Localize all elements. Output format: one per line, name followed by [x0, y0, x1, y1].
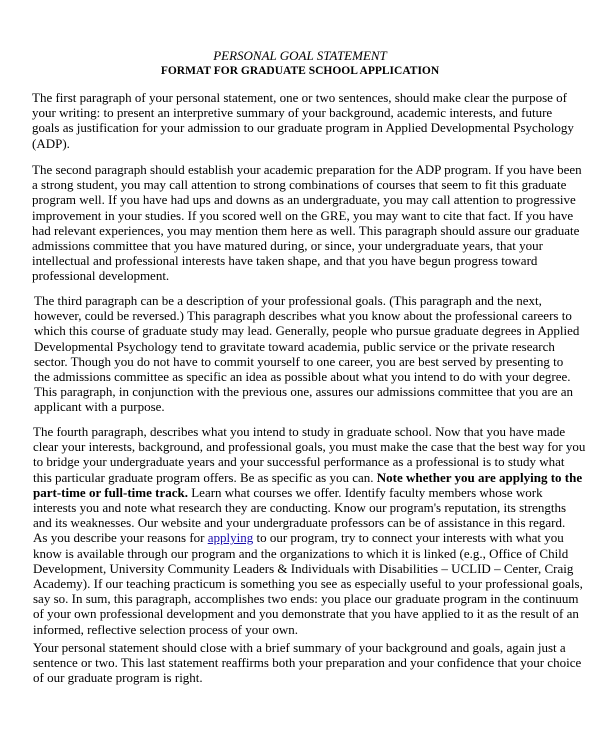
text-line: Developmental Psychology tend to gravitate toward academia, public service or the private research: [34, 338, 555, 354]
text-line: say so. In sum, this paragraph, accomplishes two ends: you place our graduate program in the continuum: [33, 591, 579, 607]
text-line: sentence or two. This last statement reaffirms both your preparation and your confidence that your choice: [33, 655, 582, 671]
text-line: improvement in your studies. If you scored well on the GRE, you may want to cite that fact. If you have: [32, 207, 574, 223]
text-line: professional development.: [32, 268, 170, 284]
text-line: The fourth paragraph, describes what you intend to study in graduate school. Now that you have made: [33, 424, 566, 439]
applying-link[interactable]: applying: [207, 530, 254, 546]
text-line: sector. Though you do not have to commit yourself to one career, you are best served by presenting to: [34, 353, 564, 369]
text-line: [33, 485, 573, 500]
paragraph-purpose: [32, 90, 572, 151]
text-line: informed, reflective selection process of your own.: [33, 621, 298, 637]
text-segment: Learn what courses we offer. Identify faculty members whose work: [187, 484, 543, 500]
text-line: to bridge your undergraduate years and your successful performance as a professional is to study what: [33, 454, 565, 470]
text-line: which this course of graduate study may lead. Generally, people who pursue graduate degrees in Applied: [34, 323, 580, 339]
text-line: Academy). If our teaching practicum is something you see as especially useful to your professional goals,: [33, 576, 583, 592]
text-line: the admissions committee as specific an idea as possible about what you intend to do with your degree.: [34, 369, 571, 385]
paragraph-academic-preparation: [32, 162, 582, 284]
text-line: The third paragraph can be a description of your professional goals. (This paragraph and the next,: [34, 293, 542, 308]
text-line: interests you and note what research they are conducting. Know our program's reputation, its strengths: [33, 500, 567, 516]
text-line: The first paragraph of your personal statement, one or two sentences, should make clear the purpose of: [32, 90, 567, 105]
text-line: admissions committee that you have matured during, or since, your undergraduate years, that your: [32, 238, 543, 254]
document-subtitle: FORMAT FOR GRADUATE SCHOOL APPLICATION: [160, 65, 440, 77]
document-title: PERSONAL GOAL STATEMENT: [213, 48, 387, 63]
text-line: and its weaknesses. Our website and your undergraduate professors can be of assistance in this regard.: [33, 515, 566, 531]
text-line: your writing: to present an interpretive summary of your background, academic interests, and future: [32, 105, 553, 121]
text-line: a strong student, you may call attention to strong combinations of courses that seem to fit this graduate: [32, 177, 567, 193]
text-line: applicant with a purpose.: [34, 399, 165, 415]
text-line: This paragraph, in conjunction with the previous one, assures our admissions committee that you are an: [34, 384, 574, 400]
text-segment: this particular graduate program offers. Be as specific as you can.: [33, 469, 377, 485]
text-line: (ADP).: [32, 135, 70, 151]
text-line: intellectual and professional interests have taken shape, and that you have begun progress toward: [32, 253, 538, 269]
paragraph-closing-summary: [33, 640, 582, 686]
paragraph-professional-goals: [34, 293, 580, 415]
text-line: know is available through our program and the organizations to which it is linked (e.g., Office of Child: [33, 545, 569, 561]
text-line: [33, 469, 583, 485]
text-line: goals as justification for your admission to our graduate program in Applied Developmental Psychology: [32, 120, 574, 136]
text-line: Development, University Community Leaders & Individuals with Disabilities – UCLID – Center, Craig: [33, 560, 574, 576]
text-line: [33, 530, 573, 545]
text-line: had relevant experiences, you may mention them here as well. This paragraph should assure our graduate: [32, 222, 580, 238]
text-line: clear your interests, background, and professional goals, you must make the case that the best way for you: [33, 439, 586, 455]
text-line: of our graduate program is right.: [33, 670, 203, 686]
text-segment: to our program, try to connect your interests with what you: [253, 530, 564, 546]
paragraph-study-plan: [33, 424, 586, 637]
text-segment: As you describe your reasons for: [33, 530, 208, 546]
emphasis-text: Note whether you are applying to the: [376, 469, 583, 485]
text-line: of your own professional development and you demonstrate that you have applied to it as the result of an: [33, 606, 579, 622]
text-line: Your personal statement should close with a brief summary of your background and goals, again just a: [33, 640, 566, 655]
text-line: program well. If you have had ups and downs as an undergraduate, you may call attention to progressive: [32, 192, 576, 208]
text-line: however, could be reversed.) This paragraph describes what you know about the professional careers to: [34, 308, 572, 324]
emphasis-text: part-time or full-time track.: [33, 484, 188, 500]
text-line: The second paragraph should establish your academic preparation for the ADP program. If you have been: [32, 162, 582, 177]
